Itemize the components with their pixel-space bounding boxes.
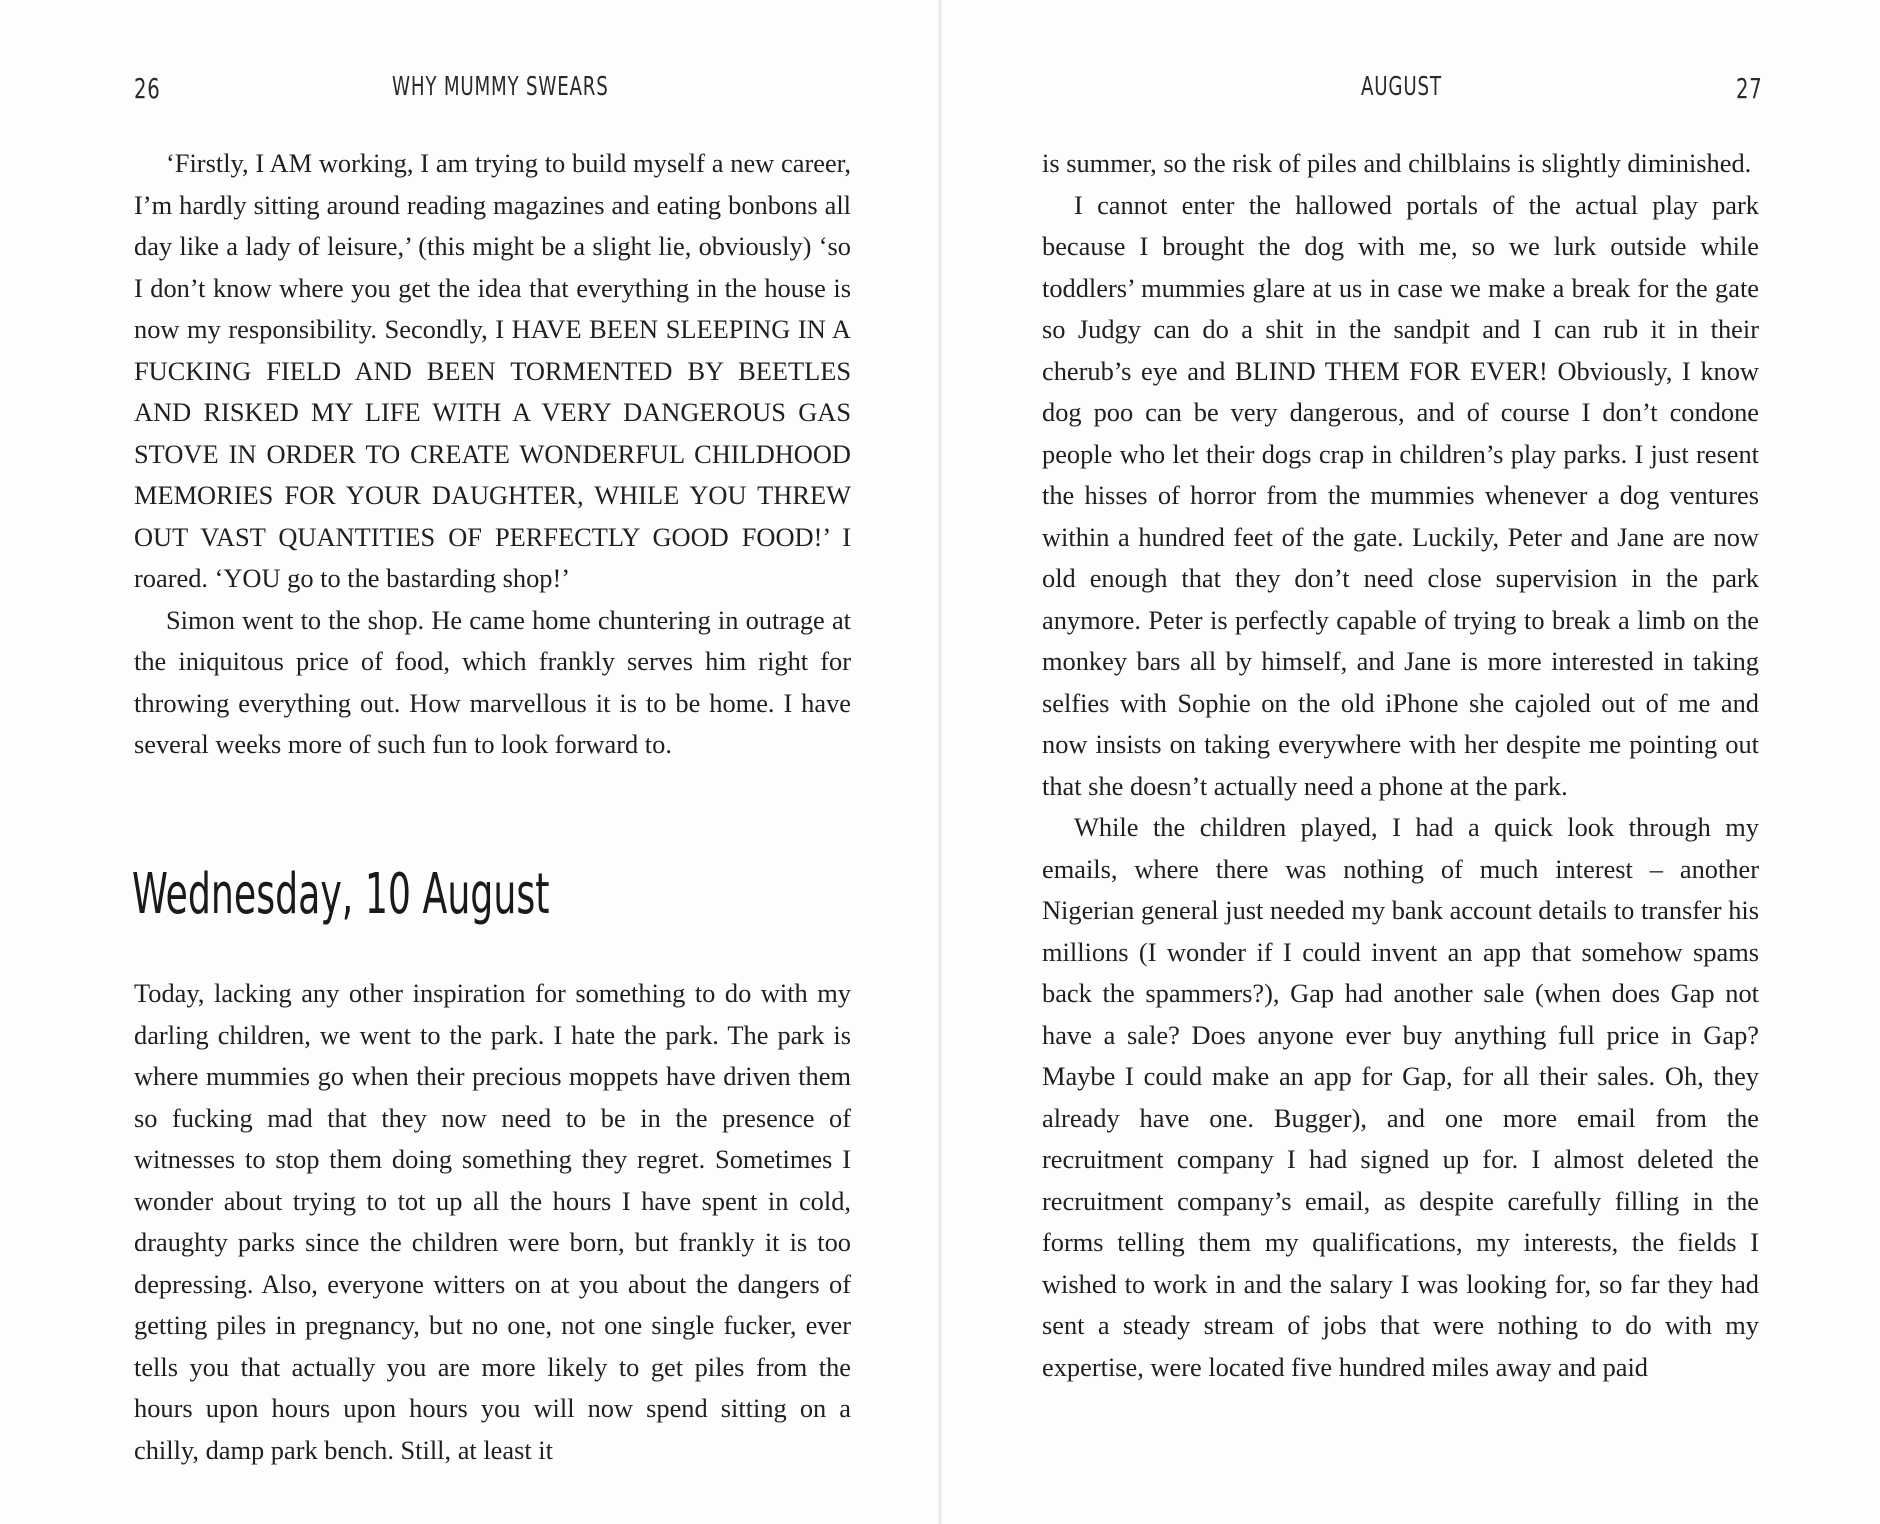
right-page-number: 27 <box>1736 72 1763 105</box>
right-running-head: AUGUST <box>1361 72 1442 102</box>
left-paragraph-1: ‘Firstly, I AM working, I am trying to build myself a new career, I’m hardly sitting around reading magazines and eating bonbons all day like a lady of leisure,’ (this might be a slight lie, obviously) ‘so I don’t know where you get the idea that everything in the house is now my responsibility. Secondly, I HAVE BEEN SLEEPING IN A FUCKING FIELD AND BEEN TORMENTED BY BEETLES AND RISKED MY LIFE WITH A VERY DANGEROUS GAS STOVE IN ORDER TO CREATE WONDERFUL CHILDHOOD MEMORIES FOR YOUR DAUGHTER, WHILE YOU THREW OUT VAST QUANTITIES OF PERFECTLY GOOD FOOD!’ I roared. ‘YOU go to the bastarding shop!’ <box>134 148 851 593</box>
section-heading: Wednesday, 10 August <box>132 862 550 927</box>
right-page <box>940 0 1880 1524</box>
left-page-number: 26 <box>134 72 161 105</box>
right-paragraph-3: While the children played, I had a quick look through my emails, where there was nothing of much interest – another Nigerian general just needed my bank account details to transfer his millions (I wonder if I could invent an app that somehow spams back the spammers?), Gap had another sale (when does Gap not have a sale? Does anyone ever buy anything full price in Gap? Maybe I could make an app for Gap, for all their sales. Oh, they already have one. Bugger), and one more email from the recruitment company I had signed up for. I almost deleted the recruitment company’s email, as despite carefully filling in the forms telling them my qualifications, my interests, the fields I wished to work in and the salary I was looking for, so far they had sent a steady stream of jobs that were nothing to do with my expertise, were located five hundred miles away and paid <box>1042 812 1759 1382</box>
right-paragraph-1: is summer, so the risk of piles and chilblains is slightly diminished. <box>1042 148 1752 178</box>
left-running-head: WHY MUMMY SWEARS <box>392 72 609 102</box>
right-paragraph-2: I cannot enter the hallowed portals of the actual play park because I brought the dog with me, so we lurk outside while toddlers’ mummies glare at us in case we make a break for the gate so Judgy can do a shit in the sandpit and I can rub it in their cherub’s eye and BLIND THEM FOR EVER! Obviously, I know dog poo can be very dangerous, and of course I don’t condone people who let their dogs crap in children’s play parks. I just resent the hisses of horror from the mummies whenever a dog ventures within a hundred feet of the gate. Luckily, Peter and Jane are now old enough that they don’t need close supervision in the park anymore. Peter is perfectly capable of trying to break a limb on the monkey bars all by himself, and Jane is more interested in taking selfies with Sophie on the old iPhone she cajoled out of me and now insists on taking everywhere with her despite me pointing out that she doesn’t actually need a phone at the park. <box>1042 189 1759 801</box>
right-body <box>1042 143 1759 1388</box>
left-body-bottom <box>134 973 851 1471</box>
left-paragraph-3: Today, lacking any other inspiration for something to do with my darling children, we went to the park. I hate the park. The park is where mummies go when their precious moppets have driven them so fucking mad that they now need to be in the presence of witnesses to stop them doing something they regret. Sometimes I wonder about trying to tot up all the hours I have spent in cold, draughty parks since the children were born, but frankly it is too depressing. Also, everyone witters on at you about the dangers of getting piles in pregnancy, but no one, not one single fucker, ever tells you that actually you are more likely to get piles from the hours upon hours upon hours you will now spend sitting on a chilly, damp park bench. Still, at least it <box>134 978 851 1465</box>
left-body-top <box>134 143 851 766</box>
left-paragraph-2: Simon went to the shop. He came home chuntering in outrage at the iniquitous price of food, which frankly serves him right for throwing everything out. How marvellous it is to be home. I have several weeks more of such fun to look forward to. <box>134 604 851 759</box>
